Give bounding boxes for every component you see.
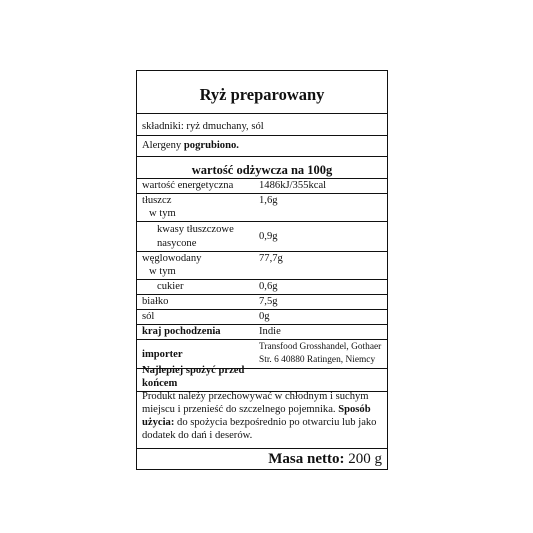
energy-label: wartość energetyczna [142,180,234,191]
best-before-line2: końcem [142,378,178,389]
divider [137,178,387,179]
fat-label: tłuszcz [142,195,172,206]
carbs-of-which: w tym [149,266,176,277]
origin-value: Indie [259,326,281,337]
carbs-value: 77,7g [259,253,283,264]
divider [137,156,387,157]
ingredients: składniki: ryż dmuchany, sól [142,121,264,132]
nutrition-heading: wartość odżywcza na 100g [191,163,333,177]
divider [137,324,387,325]
net-weight [268,451,382,468]
divider [137,279,387,280]
sugar-value: 0,6g [259,281,278,292]
net-weight-label: Masa netto: [268,451,345,467]
net-weight-value: 200 g [344,451,382,467]
divider [137,251,387,252]
divider [137,221,387,222]
divider [137,309,387,310]
fat-of-which: w tym [149,208,176,219]
storage-instructions [142,390,387,442]
saturated-value: 0,9g [259,231,278,242]
storage-text: Produkt należy przechowywać w chłodnym i suchym miejscu i przenieść do szczelnego pojemnika. [142,391,369,415]
divider [137,135,387,136]
protein-value: 7,5g [259,296,278,307]
importer-line2: Str. 6 40880 Ratingen, Niemcy [259,355,376,365]
energy-value: 1486kJ/355kcal [259,180,327,191]
usage-text: do spożycia bezpośrednio po otwarciu lub jako dodatek do dań i deserów. [142,417,377,441]
product-label [136,70,388,470]
allergens-prefix: Alergeny [142,140,184,151]
saturated-label-line1: kwasy tłuszczowe [157,224,234,235]
origin-label: kraj pochodzenia [142,326,221,337]
importer-line1: Transfood Grosshandel, Gothaer [259,342,382,352]
salt-value: 0g [259,311,270,322]
divider [137,193,387,194]
carbs-label: węglowodany [142,253,202,264]
best-before-line1: Najlepiej spożyć przed [142,365,245,376]
divider [137,294,387,295]
usage-label: Sposób użycia: [142,404,371,428]
importer-label: importer [142,349,183,360]
divider [137,339,387,340]
fat-value: 1,6g [259,195,278,206]
protein-label: białko [142,296,169,307]
divider [137,113,387,114]
saturated-label-line2: nasycone [157,238,197,249]
allergens [142,140,239,151]
product-name: Ryż preparowany [199,85,325,104]
sugar-label: cukier [157,281,184,292]
allergens-bold: pogrubiono. [183,140,239,151]
divider [137,448,387,449]
salt-label: sól [142,311,155,322]
